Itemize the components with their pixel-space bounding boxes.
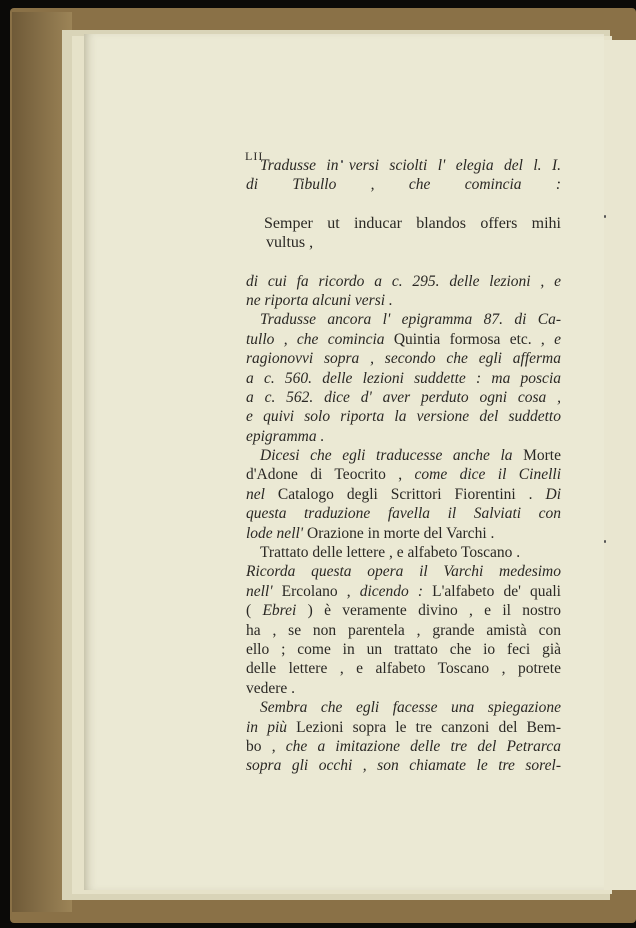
roman-text: d'Adone di Teocrito , xyxy=(246,466,415,484)
text-line xyxy=(246,233,561,252)
roman-text: bo , xyxy=(246,737,286,755)
text-line xyxy=(246,524,561,543)
italic-text: di Tibullo , che comincia : xyxy=(246,176,561,194)
text-line xyxy=(246,214,561,233)
text-line xyxy=(246,310,561,329)
roman-text: Ercolano , xyxy=(281,582,360,600)
text-line xyxy=(246,175,561,194)
ink-speck xyxy=(604,215,606,218)
italic-text: e xyxy=(554,330,561,348)
italic-text: e quivi solo riporta la versione del suddetto xyxy=(246,408,561,426)
italic-text: tullo , che comincia xyxy=(246,330,394,348)
italic-text: Ebrei xyxy=(262,602,308,620)
italic-text: Tradusse in versi sciolti l' elegia del l. I. xyxy=(260,157,561,174)
italic-text: ne riporta alcuni versi . xyxy=(246,291,393,309)
text-line xyxy=(246,369,561,388)
italic-text: lode nell' xyxy=(246,524,307,542)
text-line xyxy=(246,446,561,465)
text-line xyxy=(246,737,561,756)
roman-text: Quintia formosa etc. , xyxy=(393,330,555,348)
text-line xyxy=(246,504,561,523)
text-line xyxy=(246,543,561,562)
italic-text: questa traduzione favella il Salviati con xyxy=(246,505,561,523)
ink-speck xyxy=(604,540,606,543)
roman-text: ) è veramente divino , e il nostro xyxy=(307,602,561,620)
italic-text: in più xyxy=(246,718,297,736)
italic-text: Tradusse ancora l' epigramma 87. di Ca- xyxy=(260,311,561,329)
text-line xyxy=(246,349,561,368)
roman-text: Trattato delle lettere , e alfabeto Toscano . xyxy=(260,544,521,562)
text-line xyxy=(246,272,561,291)
roman-text: vedere . xyxy=(246,679,296,697)
roman-text: ( xyxy=(246,602,263,620)
roman-text: Orazione in morte del Varchi . xyxy=(307,524,495,542)
body-text xyxy=(246,156,561,776)
text-line xyxy=(246,427,561,446)
italic-text: a c. 560. delle lezioni suddette : ma poscia xyxy=(246,369,561,387)
text-line xyxy=(246,640,561,659)
text-line xyxy=(246,718,561,737)
italic-text: ragionovvi sopra , secondo che egli afferma xyxy=(246,350,561,368)
italic-text: Dicesi che egli traducesse anche la xyxy=(260,447,524,465)
roman-text: ello ; come in un trattato che io feci già xyxy=(246,640,561,658)
roman-text: Morte xyxy=(523,447,561,465)
text-line xyxy=(246,330,561,349)
roman-text: vultus , xyxy=(266,234,314,252)
italic-text: Ricorda questa opera il Varchi medesimo xyxy=(246,563,561,581)
text-line xyxy=(246,291,561,310)
italic-text: epigramma . xyxy=(246,427,325,445)
text-line xyxy=(246,582,561,601)
text-line xyxy=(246,562,561,581)
italic-text: come dice il Cinelli xyxy=(414,466,561,484)
page-number: LII xyxy=(245,149,264,163)
italic-text: dicendo : xyxy=(359,582,433,600)
text-line xyxy=(246,756,561,775)
text-line xyxy=(246,601,561,620)
italic-text: nel xyxy=(246,485,278,503)
italic-text: che a imitazione delle tre del Petrarca xyxy=(285,737,561,755)
text-line xyxy=(246,156,561,175)
italic-text: di cui fa ricordo a c. 295. delle lezioni , e xyxy=(246,272,561,290)
roman-text: L'alfabeto de' quali xyxy=(432,582,561,600)
roman-text: ha , se non parentela , grande amistà con xyxy=(246,621,561,639)
text-line xyxy=(246,465,561,484)
text-line xyxy=(246,698,561,717)
italic-text: a c. 562. dice d' aver perduto ogni cosa , xyxy=(246,388,561,406)
text-line xyxy=(246,679,561,698)
text-line xyxy=(246,621,561,640)
italic-text: Sembra che egli facesse una spiegazione xyxy=(260,699,561,717)
italic-text: Di xyxy=(545,485,562,503)
text-line xyxy=(246,485,561,504)
italic-text: nell' xyxy=(246,582,282,600)
text-line xyxy=(246,388,561,407)
text-line xyxy=(246,407,561,426)
text-line xyxy=(246,659,561,678)
roman-text: Catalogo degli Scrittori Fiorentini . xyxy=(277,485,546,503)
roman-text: Semper ut inducar blandos offers mihi xyxy=(264,214,561,232)
italic-text: sopra gli occhi , son chiamate le tre sorel- xyxy=(246,757,561,775)
roman-text: delle lettere , e alfabeto Toscano , potrete xyxy=(246,660,561,678)
roman-text: Lezioni sopra le tre canzoni del Bem- xyxy=(296,718,561,736)
